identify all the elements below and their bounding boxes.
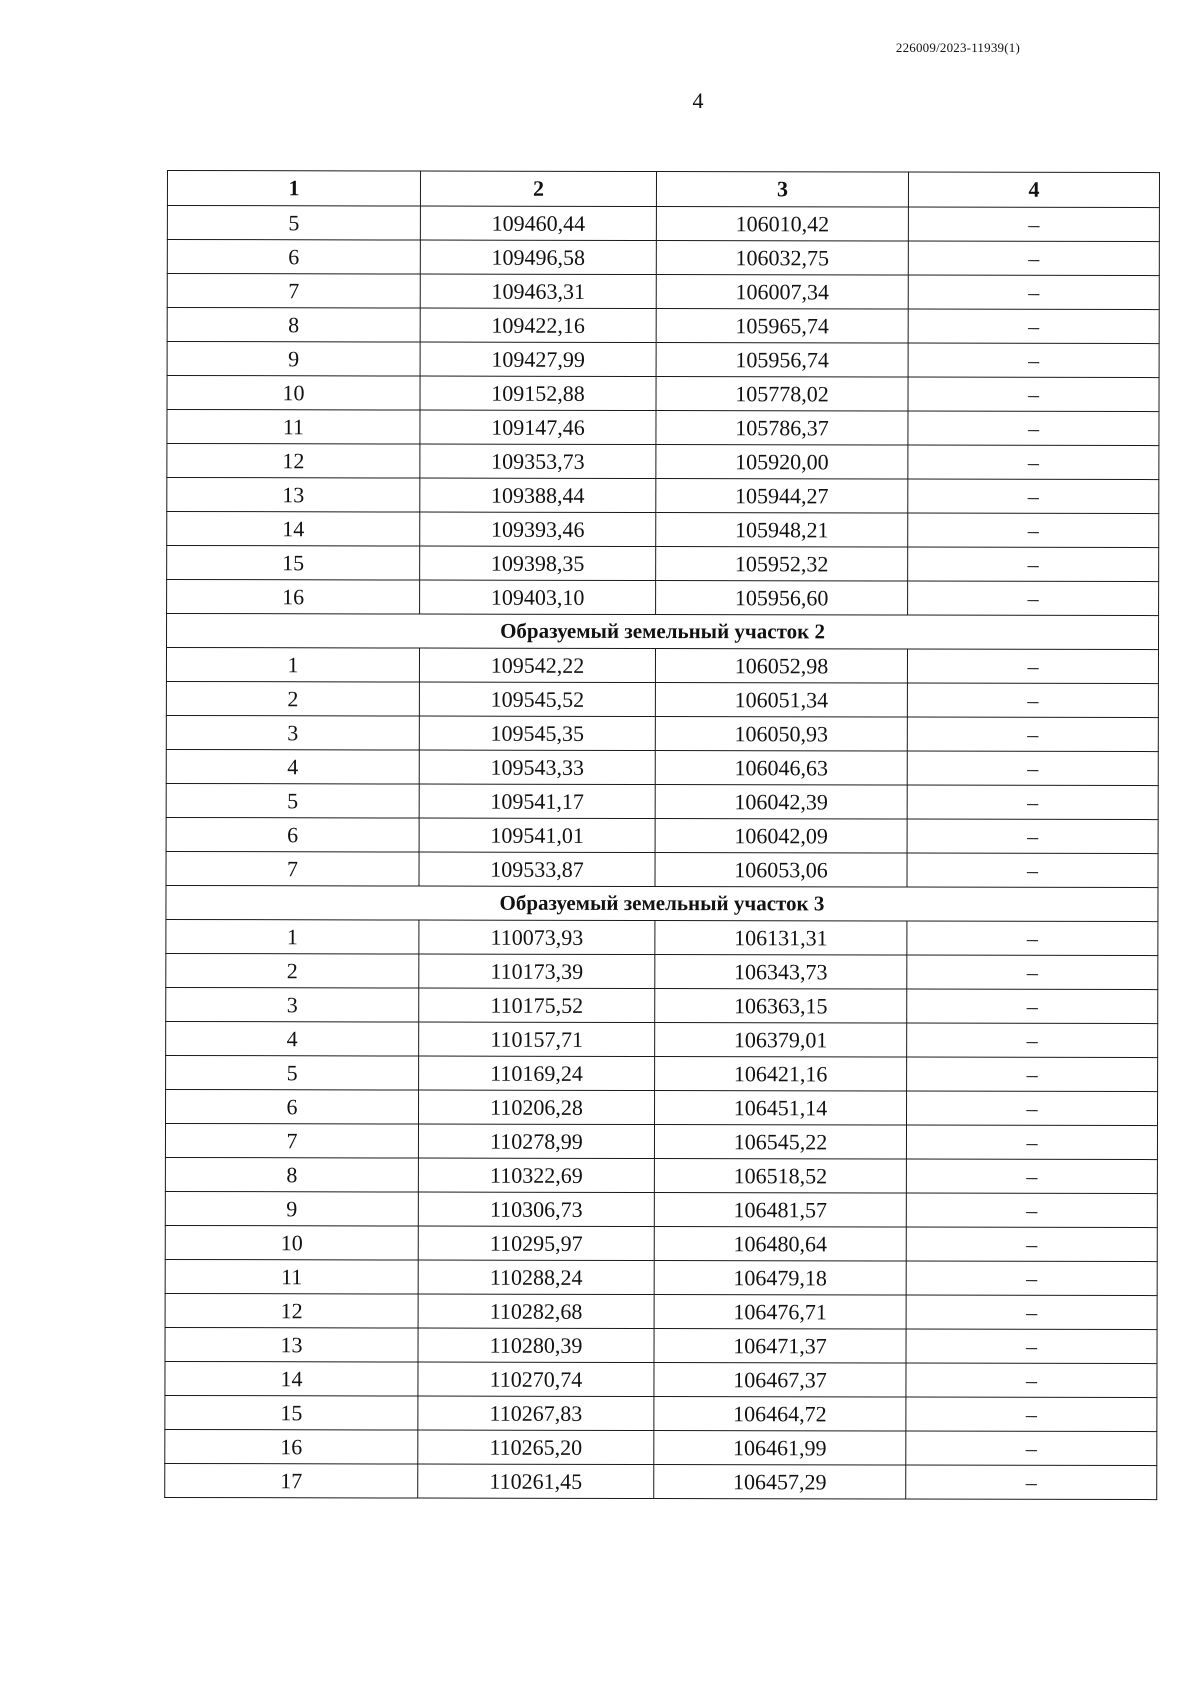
coordinates-table-body [165, 171, 1160, 1500]
note-cell: – [906, 1329, 1157, 1364]
y-coordinate-cell: 105952,32 [656, 547, 908, 582]
note-cell: – [908, 581, 1159, 616]
y-coordinate-cell: 106481,57 [654, 1193, 906, 1228]
x-coordinate-cell: 109460,44 [420, 206, 656, 240]
section-title: Образуемый земельный участок 2 [166, 614, 1158, 650]
point-number-cell: 5 [166, 1055, 419, 1090]
x-coordinate-cell: 110169,24 [419, 1056, 655, 1090]
x-coordinate-cell: 110322,69 [418, 1158, 654, 1192]
x-coordinate-cell: 109463,31 [420, 274, 656, 308]
note-cell: – [906, 1295, 1157, 1330]
table-row [165, 1157, 1157, 1193]
y-coordinate-cell: 105956,74 [656, 343, 908, 378]
note-cell: – [907, 717, 1158, 752]
point-number-cell: 2 [166, 953, 419, 988]
note-cell: – [907, 989, 1158, 1024]
note-cell: – [908, 479, 1159, 514]
point-number-cell: 12 [165, 1293, 418, 1328]
point-number-cell: 3 [166, 987, 419, 1022]
table-row [167, 478, 1159, 514]
y-coordinate-cell: 106464,72 [654, 1397, 906, 1432]
x-coordinate-cell: 110157,71 [419, 1022, 655, 1056]
x-coordinate-cell: 110206,28 [419, 1090, 655, 1124]
note-cell: – [908, 241, 1159, 276]
table-row [167, 580, 1159, 616]
point-number-cell: 15 [167, 546, 420, 581]
y-coordinate-cell: 106363,15 [655, 989, 907, 1024]
x-coordinate-cell: 109147,46 [420, 410, 656, 444]
y-coordinate-cell: 106545,22 [654, 1125, 906, 1160]
x-coordinate-cell: 109398,35 [420, 546, 656, 580]
y-coordinate-cell: 106467,37 [654, 1363, 906, 1398]
table-row [166, 715, 1158, 751]
table-row [165, 1225, 1157, 1261]
note-cell: – [908, 275, 1159, 310]
point-number-cell: 2 [166, 681, 419, 716]
y-coordinate-cell: 106007,34 [656, 275, 908, 310]
x-coordinate-cell: 109541,01 [419, 818, 655, 852]
note-cell: – [908, 445, 1159, 480]
point-number-cell: 4 [166, 1021, 419, 1056]
point-number-cell: 12 [167, 444, 420, 479]
note-cell: – [908, 207, 1159, 242]
y-coordinate-cell: 106052,98 [655, 649, 907, 684]
table-row [167, 308, 1159, 344]
x-coordinate-cell: 109545,35 [419, 716, 655, 750]
note-cell: – [908, 343, 1159, 378]
table-row [165, 1123, 1157, 1159]
table-row [167, 512, 1159, 548]
note-cell: – [907, 751, 1158, 786]
table-row [165, 1429, 1157, 1465]
x-coordinate-cell: 109388,44 [420, 478, 656, 512]
x-coordinate-cell: 110175,52 [419, 988, 655, 1022]
point-number-cell: 17 [165, 1463, 418, 1498]
point-number-cell: 8 [165, 1157, 418, 1192]
point-number-cell: 6 [166, 1089, 419, 1124]
y-coordinate-cell: 106032,75 [656, 241, 908, 276]
y-coordinate-cell: 105948,21 [656, 513, 908, 548]
y-coordinate-cell: 106010,42 [656, 207, 908, 242]
y-coordinate-cell: 106451,14 [655, 1091, 907, 1126]
table-row [167, 546, 1159, 582]
page-number: 4 [692, 88, 704, 113]
point-number-cell: 8 [167, 308, 420, 343]
note-cell: – [907, 649, 1158, 684]
column-header: 1 [167, 171, 420, 207]
y-coordinate-cell: 106042,09 [655, 819, 907, 854]
y-coordinate-cell: 106480,64 [654, 1227, 906, 1262]
x-coordinate-cell: 109427,99 [420, 342, 656, 376]
note-cell: – [906, 1261, 1157, 1296]
point-number-cell: 13 [165, 1327, 418, 1362]
y-coordinate-cell: 105944,27 [656, 479, 908, 514]
table-row [166, 1021, 1158, 1057]
y-coordinate-cell: 106053,06 [655, 853, 907, 888]
point-number-cell: 7 [167, 274, 420, 309]
y-coordinate-cell: 106131,31 [655, 921, 907, 956]
y-coordinate-cell: 106518,52 [654, 1159, 906, 1194]
table-row [165, 1395, 1157, 1431]
table-row [167, 206, 1159, 242]
point-number-cell: 16 [167, 580, 420, 615]
x-coordinate-cell: 110295,97 [418, 1226, 654, 1260]
note-cell: – [908, 411, 1159, 446]
x-coordinate-cell: 109403,10 [420, 580, 656, 614]
point-number-cell: 5 [167, 206, 420, 241]
point-number-cell: 6 [166, 817, 419, 852]
x-coordinate-cell: 110073,93 [419, 920, 655, 954]
table-row [166, 817, 1158, 853]
note-cell: – [906, 1465, 1157, 1500]
x-coordinate-cell: 109496,58 [420, 240, 656, 274]
point-number-cell: 4 [166, 749, 419, 784]
y-coordinate-cell: 105956,60 [656, 581, 908, 616]
table-row [167, 342, 1159, 378]
note-cell: – [906, 1431, 1157, 1466]
note-cell: – [906, 1397, 1157, 1432]
point-number-cell: 1 [166, 648, 419, 683]
note-cell: – [907, 955, 1158, 990]
table-row [165, 1259, 1157, 1295]
table-row [165, 1361, 1157, 1397]
note-cell: – [907, 853, 1158, 888]
y-coordinate-cell: 106457,29 [654, 1465, 906, 1500]
table-row [166, 648, 1158, 684]
y-coordinate-cell: 106051,34 [655, 683, 907, 718]
coordinates-table-container [164, 170, 1159, 1500]
y-coordinate-cell: 106343,73 [655, 955, 907, 990]
table-row [167, 444, 1159, 480]
note-cell: – [908, 513, 1159, 548]
x-coordinate-cell: 110282,68 [418, 1294, 654, 1328]
x-coordinate-cell: 110270,74 [418, 1362, 654, 1396]
table-row [166, 1055, 1158, 1091]
note-cell: – [908, 377, 1159, 412]
x-coordinate-cell: 110267,83 [418, 1396, 654, 1430]
y-coordinate-cell: 105786,37 [656, 411, 908, 446]
note-cell: – [908, 547, 1159, 582]
column-header: 3 [656, 172, 908, 208]
table-row [165, 1293, 1157, 1329]
note-cell: – [906, 1363, 1157, 1398]
table-row [165, 1327, 1157, 1363]
y-coordinate-cell: 105965,74 [656, 309, 908, 344]
y-coordinate-cell: 106046,63 [655, 751, 907, 786]
note-cell: – [908, 309, 1159, 344]
x-coordinate-cell: 110288,24 [418, 1260, 654, 1294]
x-coordinate-cell: 109543,33 [419, 750, 655, 784]
y-coordinate-cell: 105778,02 [656, 377, 908, 412]
y-coordinate-cell: 106421,16 [655, 1057, 907, 1092]
y-coordinate-cell: 106050,93 [655, 717, 907, 752]
note-cell: – [907, 921, 1158, 956]
point-number-cell: 16 [165, 1429, 418, 1464]
point-number-cell: 11 [165, 1259, 418, 1294]
note-cell: – [906, 1227, 1157, 1262]
x-coordinate-cell: 110261,45 [418, 1464, 654, 1498]
point-number-cell: 10 [165, 1225, 418, 1260]
point-number-cell: 7 [165, 1123, 418, 1158]
y-coordinate-cell: 106379,01 [655, 1023, 907, 1058]
note-cell: – [906, 1125, 1157, 1160]
x-coordinate-cell: 109533,87 [419, 852, 655, 886]
note-cell: – [906, 1159, 1157, 1194]
x-coordinate-cell: 110306,73 [418, 1192, 654, 1226]
point-number-cell: 1 [166, 919, 419, 954]
section-title: Образуемый земельный участок 3 [166, 885, 1158, 921]
column-header: 2 [420, 171, 656, 206]
point-number-cell: 14 [167, 512, 420, 547]
x-coordinate-cell: 110265,20 [418, 1430, 654, 1464]
note-cell: – [907, 785, 1158, 820]
point-number-cell: 9 [167, 342, 420, 377]
x-coordinate-cell: 109393,46 [420, 512, 656, 546]
table-row [166, 919, 1158, 955]
point-number-cell: 11 [167, 410, 420, 445]
x-coordinate-cell: 110173,39 [419, 954, 655, 988]
x-coordinate-cell: 109353,73 [420, 444, 656, 478]
note-cell: – [907, 1091, 1158, 1126]
coordinates-table [164, 170, 1160, 1500]
x-coordinate-cell: 109152,88 [420, 376, 656, 410]
table-header-row [167, 171, 1159, 208]
point-number-cell: 6 [167, 240, 420, 275]
document-registration-number: 226009/2023-11939(1) [895, 40, 1020, 55]
table-row [166, 681, 1158, 717]
note-cell: – [907, 819, 1158, 854]
y-coordinate-cell: 105920,00 [656, 445, 908, 480]
table-row [166, 783, 1158, 819]
note-cell: – [907, 1023, 1158, 1058]
point-number-cell: 7 [166, 851, 419, 886]
point-number-cell: 15 [165, 1395, 418, 1430]
table-row [165, 1463, 1157, 1499]
x-coordinate-cell: 109541,17 [419, 784, 655, 818]
note-cell: – [907, 683, 1158, 718]
point-number-cell: 9 [165, 1191, 418, 1226]
table-row [166, 953, 1158, 989]
table-row [167, 240, 1159, 276]
y-coordinate-cell: 106479,18 [654, 1261, 906, 1296]
table-row [167, 274, 1159, 310]
x-coordinate-cell: 109542,22 [419, 648, 655, 682]
point-number-cell: 13 [167, 478, 420, 513]
section-title-row [166, 614, 1158, 650]
x-coordinate-cell: 110280,39 [418, 1328, 654, 1362]
x-coordinate-cell: 109545,52 [419, 682, 655, 716]
point-number-cell: 14 [165, 1361, 418, 1396]
table-row [165, 1191, 1157, 1227]
x-coordinate-cell: 109422,16 [420, 308, 656, 342]
y-coordinate-cell: 106042,39 [655, 785, 907, 820]
point-number-cell: 10 [167, 376, 420, 411]
y-coordinate-cell: 106461,99 [654, 1431, 906, 1466]
note-cell: – [906, 1193, 1157, 1228]
y-coordinate-cell: 106476,71 [654, 1295, 906, 1330]
x-coordinate-cell: 110278,99 [418, 1124, 654, 1158]
table-row [166, 987, 1158, 1023]
point-number-cell: 5 [166, 783, 419, 818]
table-row [166, 1089, 1158, 1125]
table-row [166, 851, 1158, 887]
point-number-cell: 3 [166, 715, 419, 750]
note-cell: – [907, 1057, 1158, 1092]
y-coordinate-cell: 106471,37 [654, 1329, 906, 1364]
table-row [167, 376, 1159, 412]
table-row [167, 410, 1159, 446]
table-row [166, 749, 1158, 785]
section-title-row [166, 885, 1158, 921]
column-header: 4 [908, 172, 1159, 208]
